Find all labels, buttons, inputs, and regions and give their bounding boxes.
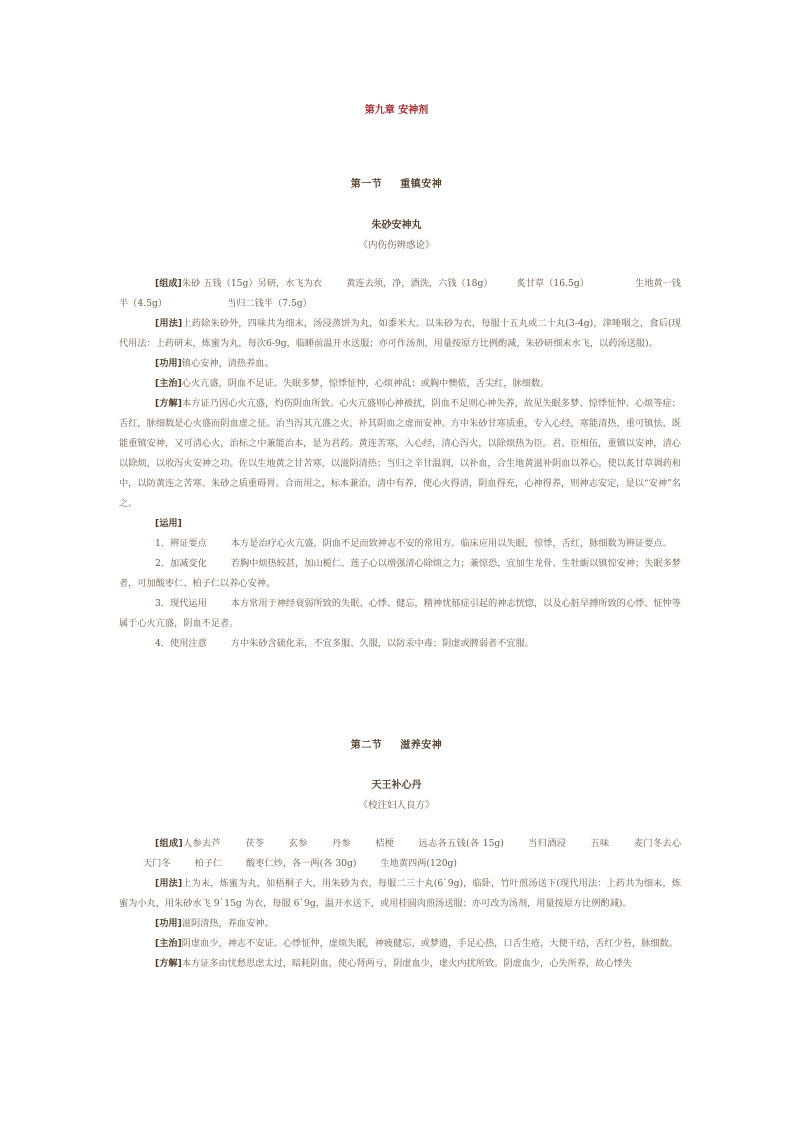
formula-name: 朱砂安神丸 [371,220,422,231]
usage-label: [用法] [155,878,183,889]
ingredient: 麦门冬去心 [633,838,682,849]
ingredient: 柏子仁 [194,858,223,869]
item-text: 本方常用于神经衰弱所致的失眠、心悸、健忘，精神忧郁症引起的神志恍惚，以及心脏早搏所致的心悸、怔忡等属于心火亢盛，阴血不足者。 [119,598,681,629]
application-item-3 [119,594,681,634]
formula-body-2 [119,834,681,974]
section-title: 重镇安神 [400,179,443,190]
formula-source: 《校注妇人良方》 [358,800,435,811]
ingredient: 五味 [590,838,610,849]
item-text: 若胸中烦热较甚，加山栀仁、莲子心以增强清心除烦之力；兼惊恐，宜加生龙骨、生牡蛎以镇惊安神；失眠多梦者，可加酸枣仁、柏子仁以养心安神。 [119,558,681,589]
indication-text: 阴虚血少，神志不安证。心悸怔忡，虚烦失眠，神疲健忘，或梦遗，手足心热，口舌生疮，大便干结，舌红少苔，脉细数。 [181,938,678,949]
ingredient: 炙甘草（16.5g） [516,278,589,289]
function-paragraph [119,914,681,934]
indication-paragraph [119,934,681,954]
ingredient: 远志各五钱(各 15g) [418,838,504,849]
composition-paragraph [119,834,681,874]
ingredient: 茯苓 [245,838,265,849]
application-item-2 [119,554,681,594]
application-label: [运用] [155,518,182,529]
ingredient: 玄参 [288,838,308,849]
item-number: 2．加减变化 [155,558,207,569]
application-item-1 [119,534,681,554]
analysis-paragraph [119,954,681,974]
ingredient: 生地黄一钱半（4.5g） [119,278,681,309]
ingredient: 生地黄四两(120g) [380,858,458,869]
formula-source: 《内伤伤辨惑论》 [358,240,435,251]
ingredient: 桔梗 [374,838,395,849]
section-number: 第一节 [350,179,383,190]
usage-text: 上为末，炼蜜为丸，如梧桐子大，用朱砂为衣，每服二三十丸(6`9g)，临卧，竹叶煎汤送下(现代用法：上药共为细末，炼蜜为小丸，用朱砂水飞 9`15g 为衣，每服 6`9g，温开水送下，或用桂圆肉煎汤送服；亦可改为汤剂，用量按原方比例酌减)。 [119,878,681,909]
analysis-label: [方解] [155,958,182,969]
item-text: 方中朱砂含硫化汞，不宜多服、久服，以防汞中毒；阴虚或脾弱者不宜服。 [230,638,534,649]
ingredient: 黄连去须，净，酒洗，六钱（18g） [346,278,493,289]
ingredient: 丹参 [331,838,351,849]
function-label: [功用] [155,918,182,929]
indication-text: 心火亢盛，阴血不足证。失眠多梦，惊悸怔忡，心烦神乱；或胸中懊侬，舌尖红，脉细数。 [181,378,550,389]
function-text: 镇心安神，清热养血。 [181,358,274,369]
ingredient: 酸枣仁炒，各一两(各 30g) [246,858,357,869]
ingredient: 人参去芦 [182,838,222,849]
formula-body-1 [119,274,681,654]
item-number: 1．辨证要点 [155,538,207,549]
formula-name: 天王补心丹 [371,780,422,791]
usage-paragraph [119,874,681,914]
application-heading [119,514,681,534]
analysis-label: [方解] [155,398,182,409]
item-number: 4．使用注意 [155,638,207,649]
ingredient: 朱砂 五钱（15g）另研，水飞为衣 [181,278,323,289]
function-label: [功用] [155,358,182,369]
section-heading-2 [0,736,793,751]
analysis-text: 本方证乃因心火亢盛，灼伤阴血所致。心火亢盛则心神被扰，阴血不足则心神失养，故见失眠多梦、惊悸怔忡、心烦等症；舌红，脉细数是心火盛而阴血虚之征。治当泻其亢盛之火，补其阴血之虚而安神。方中朱砂甘寒质重，专入心经，寒能清热，重可镇怯，既能重镇安神，又可清心火，治标之中兼能治本，是为君药。黄连苦寒，入心经，清心泻火，以除烦热为臣。君、臣相伍，重镇以安神，清心以除烦，以收泻火安神之功。佐以生地黄之甘苦寒，以滋阴清热；当归之辛甘温润，以补血，合生地黄滋补阴血以养心。使以炙甘草调药和中，以防黄连之苦寒、朱砂之质重碍胃。合而用之，标本兼治，清中有养，使心火得清，阴血得充，心神得养，则神志安定，是以“安神”名之。 [119,398,681,509]
composition-label: [组成] [155,278,182,289]
section-number: 第二节 [350,740,383,751]
usage-label: [用法] [155,318,183,329]
item-text: 本方是治疗心火亢盛，阴血不足而致神志不安的常用方。临床应用以失眠，惊悸，舌红，脉细数为辨证要点。 [230,538,672,549]
usage-paragraph [119,314,681,354]
item-number: 3．现代运用 [155,598,207,609]
function-text: 滋阴清热，养血安神。 [181,918,274,929]
chapter-title: 第九章 安神剂 [364,105,429,116]
composition-label: [组成] [155,838,183,849]
section-heading-1 [0,175,793,190]
ingredient: 当归二钱半（7.5g） [227,298,312,309]
function-paragraph [119,354,681,374]
section-title: 滋养安神 [400,740,443,751]
analysis-text: 本方证多由忧愁思虑太过，暗耗阴血，使心肾两亏，阴虚血少，虚火内扰所致。阴虚血少，心失所养，故心悸失 [181,958,632,969]
indication-label: [主治] [155,378,182,389]
ingredient: 当归酒浸 [527,838,567,849]
ingredient: 天门冬 [143,858,171,869]
application-item-4 [119,634,681,654]
indication-label: [主治] [155,938,182,949]
analysis-paragraph [119,394,681,514]
composition-paragraph [119,274,681,314]
usage-text: 上药除朱砂外，四味共为细末，汤浸蒸饼为丸，如黍米大。以朱砂为衣，每服十五丸或二十丸(3-4g)，津唾咽之，食后(现代用法：上药研末，炼蜜为丸，每次6-9g，临睡前温开水送服；亦可作汤剂，用量按原方比例酌减，朱砂研细末水飞，以药汤送服)。 [119,318,681,349]
indication-paragraph [119,374,681,394]
